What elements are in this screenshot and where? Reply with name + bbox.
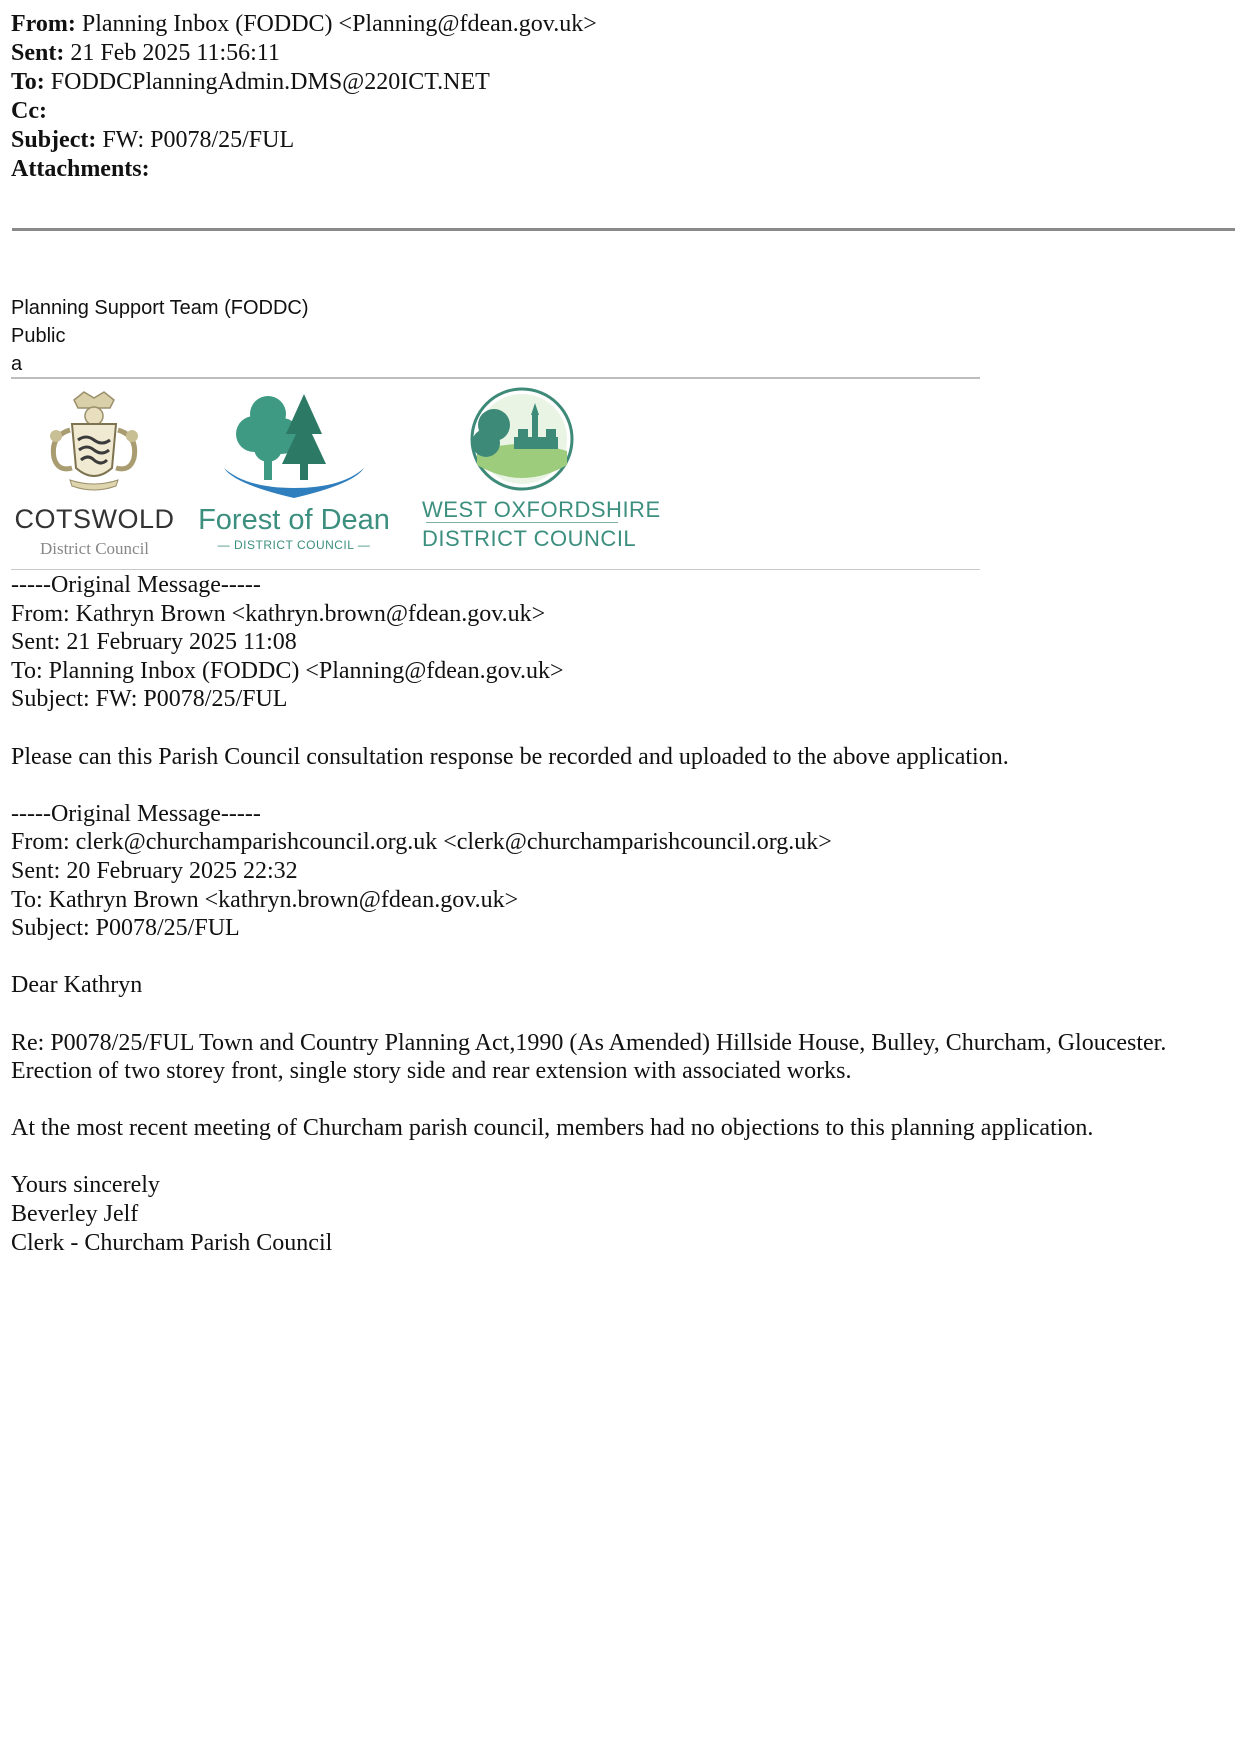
council-statement: At the most recent meeting of Churcham parish council, members had no objections to this planning application. <box>11 1115 1094 1142</box>
forward2-subject: Subject: P0078/25/FUL <box>11 915 240 942</box>
forward2-sent: Sent: 20 February 2025 22:32 <box>11 857 298 884</box>
forward1-message: Please can this Parish Council consultation response be recorded and uploaded to the above application. <box>11 743 1009 770</box>
proposal-description: Erection of two storey front, single story side and rear extension with associated works. <box>11 1058 852 1085</box>
cotswold-logo-sub: District Council <box>39 539 150 558</box>
signature-marker: a <box>11 353 23 375</box>
west-oxfordshire-emblem-icon <box>422 385 622 493</box>
header-cc: Cc: <box>11 98 47 124</box>
to-value: FODDCPlanningAdmin.DMS@220ICT.NET <box>50 69 490 95</box>
header-attachments: Attachments: <box>11 156 150 182</box>
forward2-to: To: Kathryn Brown <kathryn.brown@fdean.gov.uk> <box>11 886 519 913</box>
email-header <box>11 10 597 184</box>
forward2-separator: -----Original Message----- <box>11 800 261 827</box>
from-value: Planning Inbox (FODDC) <Planning@fdean.gov.uk> <box>81 11 597 37</box>
spacer <box>11 771 1233 800</box>
forest-of-dean-logo-name: Forest of Dean <box>198 504 390 536</box>
forward1-subject: Subject: FW: P0078/25/FUL <box>11 686 288 713</box>
spacer <box>11 1086 1233 1115</box>
spacer <box>11 1143 1233 1172</box>
forest-of-dean-logo-sub: — DISTRICT COUNCIL — <box>217 538 371 552</box>
cotswold-logo-name: COTSWOLD <box>14 504 175 534</box>
spacer <box>11 1000 1233 1029</box>
west-oxfordshire-logo-name: WEST OXFORDSHIRE <box>422 497 661 522</box>
header-subject: Subject: FW: P0078/25/FUL <box>11 127 295 153</box>
west-oxfordshire-logo-divider <box>426 522 618 523</box>
re-line: Re: P0078/25/FUL Town and Country Planning Act,1990 (As Amended) Hillside House, Bulley, Churcham, Gloucester. <box>11 1029 1167 1056</box>
spacer <box>11 943 1233 972</box>
forward1-to: To: Planning Inbox (FODDC) <Planning@fdean.gov.uk> <box>11 657 564 684</box>
closing: Yours sincerely <box>11 1172 160 1199</box>
header-divider <box>12 228 1235 231</box>
signature-divider-bottom <box>11 569 980 570</box>
forest-of-dean-trees-icon <box>196 390 392 502</box>
spacer <box>11 714 1233 743</box>
subject-value: FW: P0078/25/FUL <box>102 127 295 153</box>
signer-title: Clerk - Churcham Parish Council <box>11 1229 333 1256</box>
header-to: To: FODDCPlanningAdmin.DMS@220ICT.NET <box>11 69 490 95</box>
email-signature <box>11 294 309 378</box>
forward1-separator: -----Original Message----- <box>11 572 261 598</box>
signature-team: Planning Support Team (FODDC) <box>11 297 309 319</box>
sent-value: 21 Feb 2025 11:56:11 <box>70 40 280 66</box>
signature-divider-top <box>11 377 980 379</box>
greeting: Dear Kathryn <box>11 972 143 999</box>
forward2-from: From: clerk@churchamparishcouncil.org.uk <clerk@churchamparishcouncil.org.uk> <box>11 829 832 856</box>
signature-classification: Public <box>11 325 66 347</box>
cotswold-crest-icon <box>12 388 177 500</box>
header-sent: Sent: 21 Feb 2025 11:56:11 <box>11 40 280 66</box>
forest-of-dean-logo <box>196 390 392 558</box>
forward1-sent: Sent: 21 February 2025 11:08 <box>11 629 297 656</box>
west-oxfordshire-logo-sub: DISTRICT COUNCIL <box>422 526 637 551</box>
cotswold-logo <box>12 388 177 558</box>
west-oxfordshire-logo <box>422 385 661 557</box>
forward1-from: From: Kathryn Brown <kathryn.brown@fdean.gov.uk> <box>11 600 546 627</box>
header-from: From: Planning Inbox (FODDC) <Planning@fdean.gov.uk> <box>11 11 597 37</box>
signer-name: Beverley Jelf <box>11 1201 139 1228</box>
email-body <box>11 571 1233 1257</box>
